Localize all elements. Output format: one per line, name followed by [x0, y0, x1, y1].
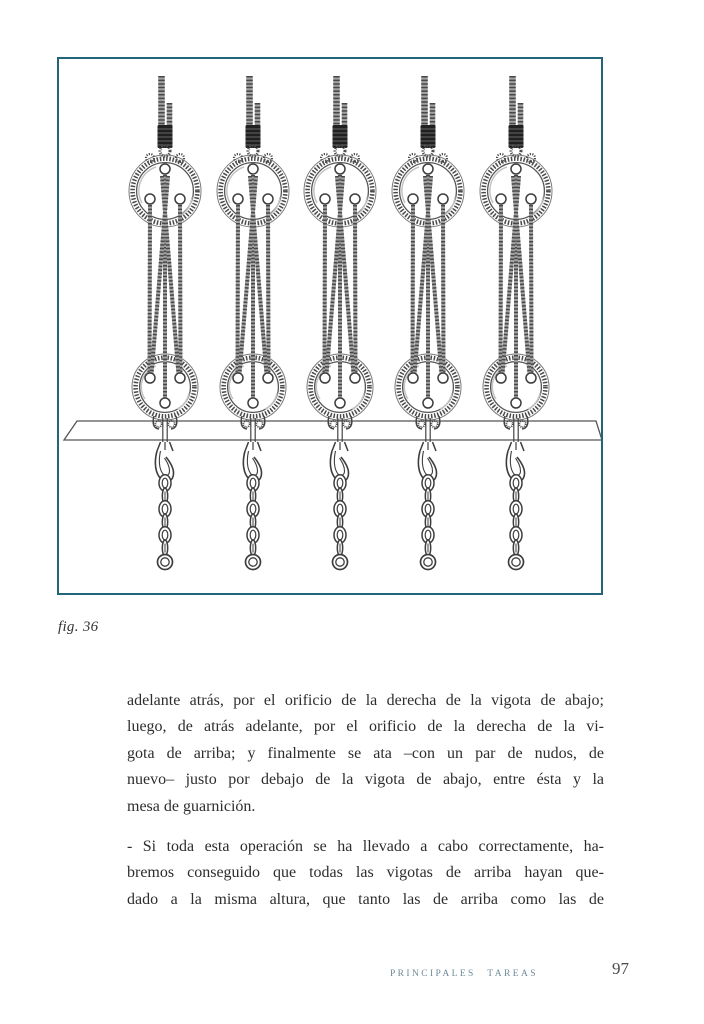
text-line: - Si toda esta operación se ha llevado a cabo correctamente, ha-	[127, 838, 604, 856]
text-line: adelante atrás, por el orificio de la derecha de la vigota de abajo;	[127, 692, 604, 709]
figure-illustration	[59, 59, 601, 593]
deadeye-assembly-3	[304, 76, 376, 570]
text-line: gota de arriba; y finalmente se ata –con un par de nudos, de	[127, 744, 604, 762]
channel-board	[64, 421, 601, 440]
deadeye-assembly-2	[217, 76, 289, 570]
text-line: nuevo– justo por debajo de la vigota de abajo, entre ésta y la	[127, 771, 604, 789]
text-line: dado a la misma altura, que tanto las de arriba como las de	[127, 890, 604, 908]
deadeye-assembly-4	[392, 76, 464, 570]
text-line: bremos conseguido que todas las vigotas de arriba hayan que-	[127, 864, 604, 882]
figure-caption: fig. 36	[58, 619, 99, 635]
paragraph	[127, 688, 604, 820]
body-text	[127, 688, 604, 913]
running-head: PRINCIPALES TAREAS	[390, 969, 538, 979]
deadeye-assembly-1	[129, 76, 201, 570]
deadeye-assembly-5	[480, 76, 552, 570]
text-line: luego, de atrás adelante, por el orificio de la derecha de la vi-	[127, 718, 604, 736]
page-number: 97	[612, 959, 629, 978]
figure-box	[57, 57, 603, 595]
text-line: mesa de guarnición.	[127, 797, 256, 815]
paragraph	[127, 834, 604, 913]
